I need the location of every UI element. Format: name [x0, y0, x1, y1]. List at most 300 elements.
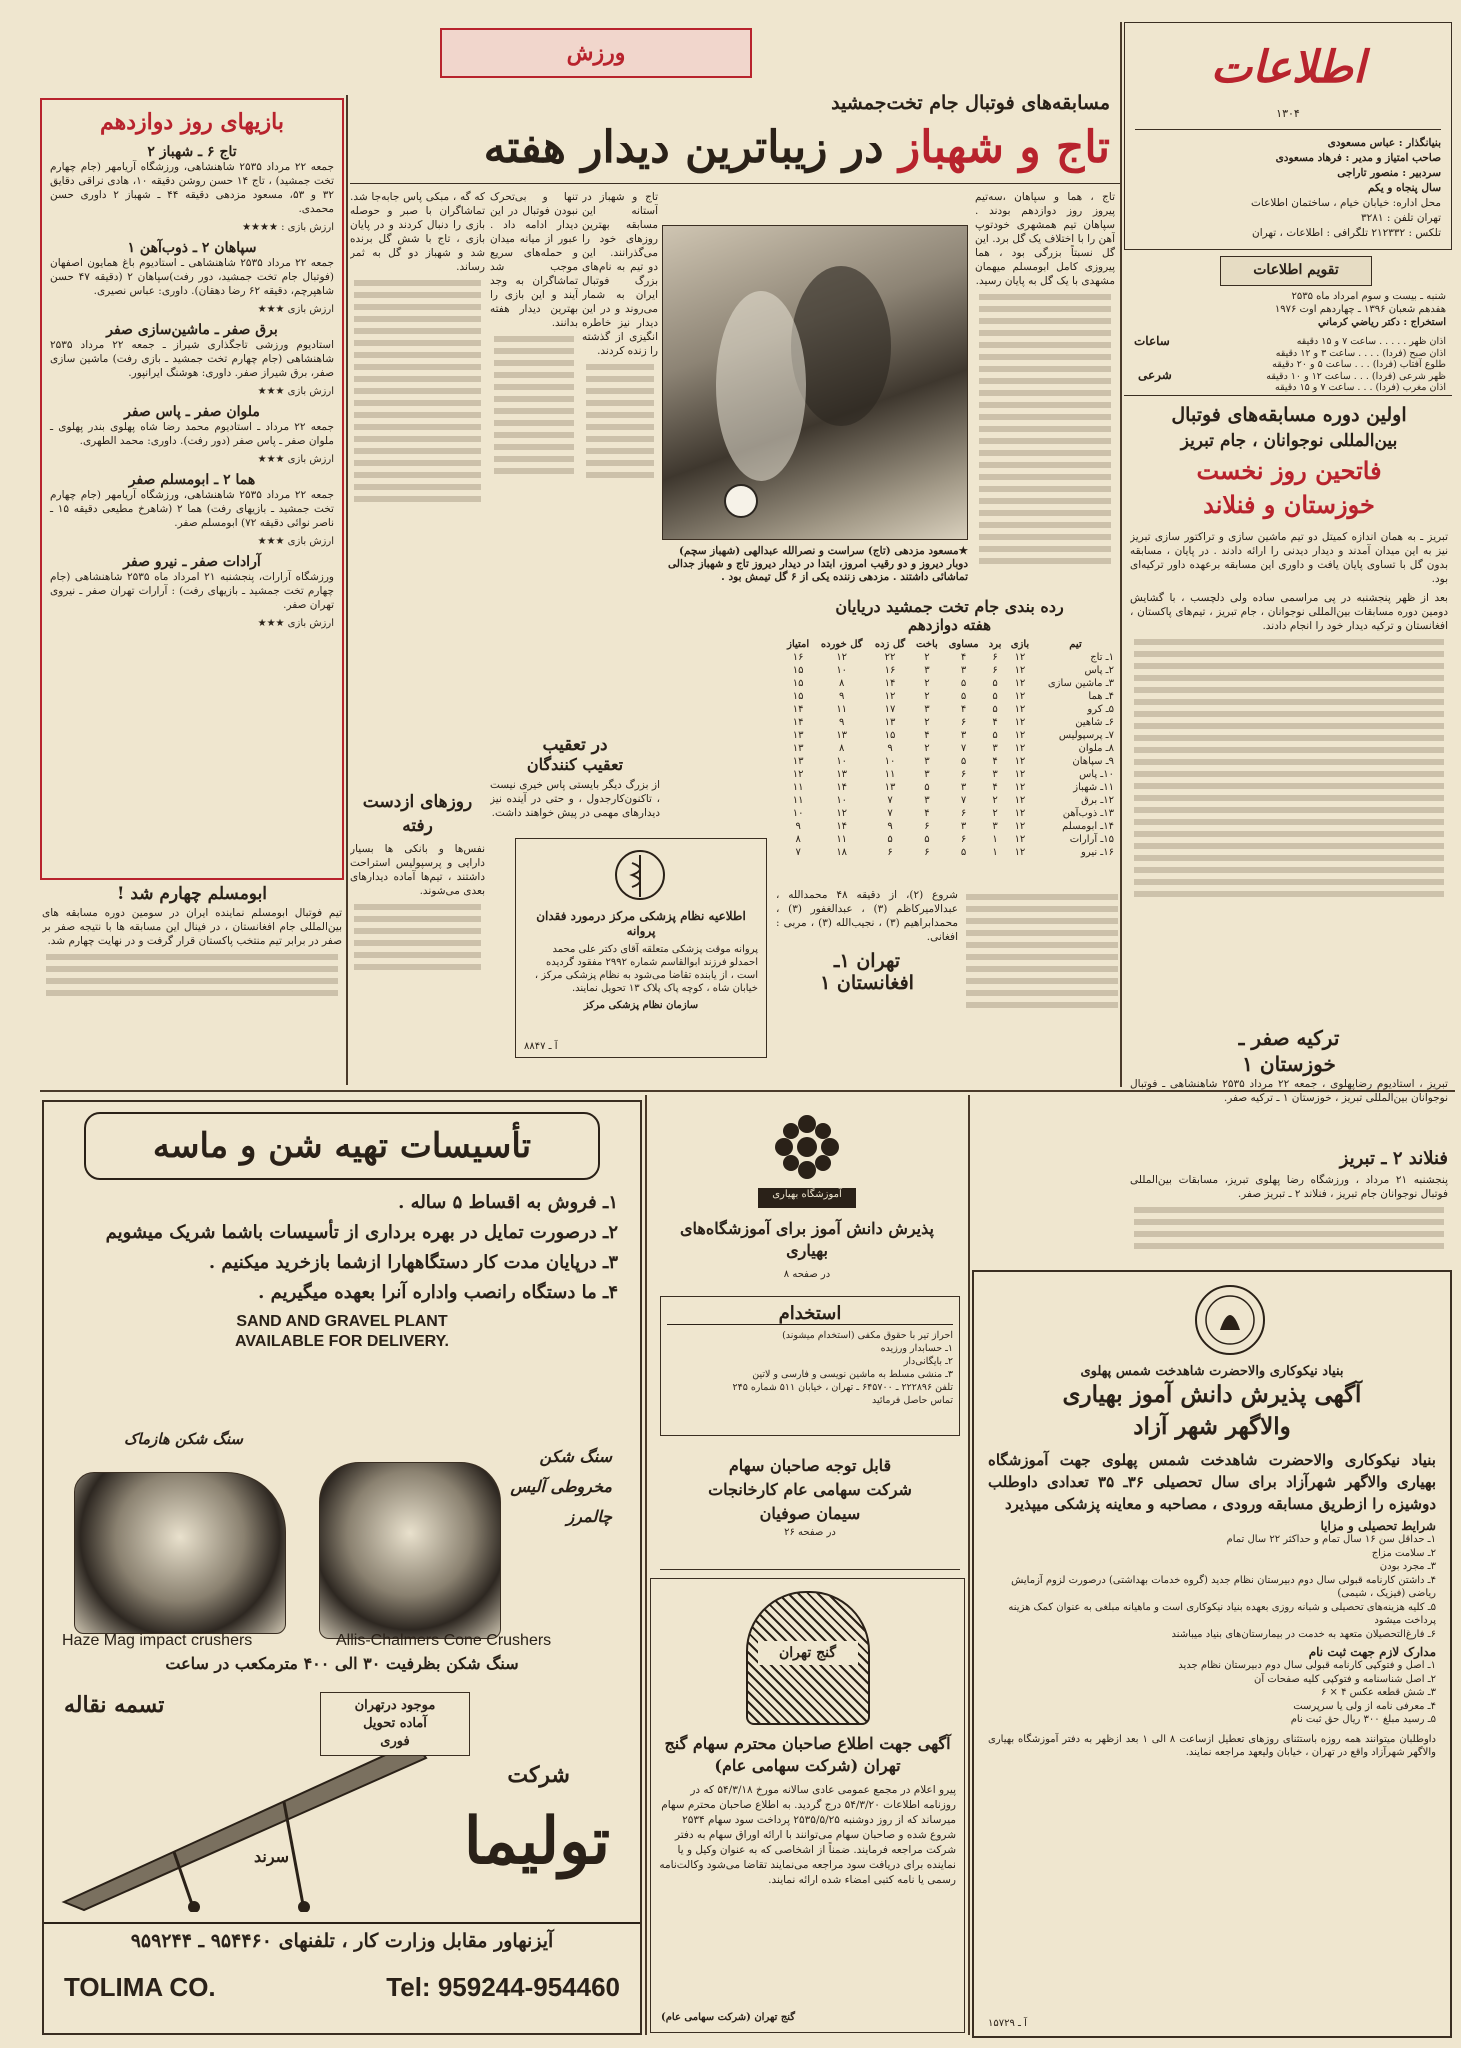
sand-ad-english [44, 1312, 640, 1352]
standings-cell: ۲ [924, 678, 930, 689]
nursing-ad-docs [988, 1659, 1436, 1727]
standings-cell: ۲ [992, 795, 998, 806]
main-headline-black: در زیباترین دیدار هفته [483, 122, 884, 173]
standings-cell: ۲ [992, 808, 998, 819]
main-headline-red: تاج و شهباز [898, 122, 1110, 173]
ganj-ad [650, 1578, 965, 2033]
college-logo-text: آموزشگاه بهیاری [758, 1188, 856, 1208]
company-label: شرکت [507, 1762, 570, 1788]
game-heading: هما ۲ ـ ابومسلم صفر [128, 472, 256, 488]
column-rule [968, 1095, 970, 2035]
stock-line: موجود درتهران [354, 1698, 436, 1713]
standings-row [782, 833, 1117, 846]
main-headline [484, 120, 1110, 176]
standings-cell: ۹ [887, 743, 893, 754]
english-company: TOLIMA CO. [64, 1972, 216, 2002]
standings-cell: ۱۶ [792, 652, 804, 663]
standings-cell: ۱۰ [836, 795, 848, 806]
medical-ad-code: آ ـ ۸۸۴۷ [524, 1041, 558, 1052]
job-ad-lines [667, 1329, 953, 1407]
calendar-date [1130, 290, 1446, 329]
standings-cell: ۱۰ [884, 756, 896, 767]
youth-text: تبریز ـ به همان اندازه کمیتل دو تیم ماشین سازی و تراکتور سازی تبریز نیز به این میدان آمدند و دیدار دیدنی را ارائه دادند . در پایان ، مسابقه بدون گل با تساوی پایان یافت و داوری این مسابقه برعهده داور ترکیه‌ای بود. [1130, 531, 1448, 585]
standings-cell: ۶ [960, 769, 967, 780]
standings-team: ۱۶ـ نیرو [1080, 847, 1114, 858]
standings-cell: ۱۴ [792, 704, 804, 715]
standings-cell: ۳ [960, 782, 967, 793]
hard-days-text: نفس‌ها و بانکی ها بسیار دارایی و پرسپولیس استراحت داشتند ، تیم‌ها آماده دیدارهای بعدی می‌شوند. [350, 843, 485, 897]
conveyor-label: تسمه نقاله [64, 1692, 165, 1718]
standings-row [782, 794, 1117, 807]
game-text: جمعه ۲۲ مرداد ۲۵۳۵ شاهنشاهی ـ استادیوم باغ همایون اصفهان (فوتبال جام تخت جمشید، دور رفت)سپاهان ۲ (دقیقه ۴۷ حسن شاهپرچم، دقیقه ۶۲ رضا دهقان). داوری: عباس نصیری. [50, 257, 335, 297]
calendar-title: تقویم اطلاعات [1220, 256, 1372, 286]
standings-cell: ۷ [887, 808, 893, 819]
standings-team: ۹ـ سپاهان [1072, 756, 1114, 767]
masthead-year: ۱۳۰۴ [1276, 107, 1300, 120]
main-paragraph: تنها و بی‌تحرک نبودن فوتبال در این دیدار ادامه داد . عبور از میانه میدان و حمله‌های سریع موجب شد تماشاگران به وجد آیند و این بازی را بهترین دیدار هفته بدانند. [490, 191, 578, 329]
sand-ad-address: آیزنهاور مقابل وزارت کار ، تلفنهای ۹۵۴۴۶۰ ـ ۹۵۹۲۴۴ [44, 1922, 640, 1952]
main-kicker: مسابقه‌های فوتبال جام تخت‌جمشید [831, 92, 1110, 114]
job-ad-title: استخدام [667, 1303, 953, 1325]
standings-cell: ۲ [924, 743, 930, 754]
standings-cell: ۳ [960, 665, 967, 676]
standings-cell: ۱۳ [792, 743, 804, 754]
game-text: استادیوم ورزشی تاجگذاری شیراز ـ جمعه ۲۲ مرداد ۲۵۳۵ شاهنشاهی (جام چهارم تخت جمشید ـ بازی رفت) ماشین سازی صفر، برق شیراز صفر. داوری: هوشنگ ایرانپور. [50, 339, 334, 379]
standings-row [782, 729, 1117, 742]
game-text: جمعه ۲۲ مرداد ۲۵۳۵ شاهنشاهی، ورزشگاه آریامهر (جام چهارم تخت جمشید ـ بازیهای رفت) هما ۲ (شاهرخ مطیعی دقیقه ۱۵ ـ ناصر نوائی دقیقه ۷۲) ابومسلم صفر. [50, 489, 334, 529]
screen-label: سرند [254, 1847, 290, 1866]
job-ad-line: تماس حاصل فرمائید [872, 1395, 953, 1406]
calendar-times [1206, 336, 1446, 394]
standings-cell: ۱۵ [792, 678, 804, 689]
standings-cell: ۱۱ [836, 704, 848, 715]
game-heading: آرادات صفر ـ نیرو صفر [123, 554, 261, 570]
ball-icon [725, 485, 757, 517]
standings-cell: ۴ [992, 756, 998, 767]
masthead-line: سردبیر : منصور تاراجی [1337, 167, 1441, 179]
standings-col: باخت [915, 639, 938, 650]
standings-cell: ۱۰ [792, 808, 804, 819]
standings-team: ۱۰ـ پاس [1079, 769, 1114, 780]
game-heading: تاج ۶ ـ شهباز ۲ [147, 144, 237, 160]
standings-cell: ۱۲ [1014, 782, 1026, 793]
standings-subtitle: هفته دوازدهم [907, 616, 992, 634]
standings-cell: ۱۵ [884, 730, 896, 741]
standings-cell: ۱۲ [1014, 834, 1026, 845]
sand-ad-english-footer [64, 1972, 620, 2003]
tehran-title: تهران ۱ـ [833, 950, 901, 972]
standings-row [782, 820, 1117, 833]
standings-cell: ۳ [992, 821, 998, 832]
college-ad [648, 1100, 966, 1310]
standings-cell: ۱۲ [1014, 678, 1026, 689]
calendar-time: اذان ظهر . . . . . ساعت ۷ و ۱۵ دقیقه [1296, 336, 1446, 347]
sand-ad-items [44, 1180, 640, 1308]
masthead-box [1124, 22, 1452, 250]
standings-cell: ۱۲ [836, 652, 848, 663]
standings-team: ۱ـ تاج [1090, 652, 1114, 663]
sand-ad-title: تأسیسات تهیه شن و ماسه [84, 1112, 600, 1180]
calendar-time: طلوع آفتاب (فردا) . . . ساعت ۵ و ۲۰ دقیقه [1272, 359, 1446, 370]
standings-cell: ۱۳ [792, 756, 804, 767]
game-report [50, 472, 334, 548]
main-paragraph: که گه ، مبکی پاس جابه‌جا شد. تماشاگران با صبر و حوصله بازی را دنبال کردند و در پایان بازی ، تاج با شش گل برنده شد و شهباز دو گل به ثمر رساند. [350, 191, 485, 273]
medical-ad [515, 838, 767, 1058]
standings-col: بازی [1010, 639, 1030, 650]
sand-ad-item: ۲ـ درصورت تمایل در بهره برداری از تأسیسات باشما شریک میشویم [105, 1222, 618, 1243]
nursing-ad-org: بنیاد نیکوکاری والاحضرت شاهدخت شمس پهلوی [1080, 1364, 1344, 1379]
calendar-time: اذان مغرب (فردا) . . . ساعت ۷ و ۱۵ دقیقه [1275, 382, 1446, 393]
nursing-doc: ۳ـ شش قطعه عکس ۴ × ۶ [1320, 1687, 1436, 1698]
standings-cell: ۱۱ [836, 834, 848, 845]
youth-title-2: بین‌المللی نوجوانان ، جام تبریز [1180, 431, 1398, 451]
main-filler [582, 364, 658, 478]
calendar-date-line: هفدهم شعبان ۱۳۹۶ ـ چهاردهم اوت ۱۹۷۶ [1274, 304, 1446, 315]
masthead-logo [1135, 29, 1441, 130]
standings-cell: ۳ [992, 769, 998, 780]
standings-cell: ۶ [924, 847, 930, 858]
turkey-story [1130, 1025, 1448, 1145]
standings-cell: ۱۴ [792, 717, 804, 728]
ganj-ad-title: آگهی جهت اطلاع صاحبان محترم سهام گنج تهران (شرکت سهامی عام) [664, 1734, 951, 1775]
main-filler [490, 336, 578, 474]
column-rule [346, 95, 348, 1085]
abu-title: ابومسلم چهارم شد ! [116, 884, 268, 904]
standings-cell: ۱۲ [1014, 743, 1026, 754]
section-tab-label: ورزش [566, 40, 626, 66]
standings-cell: ۱۲ [1014, 756, 1026, 767]
standings-cell: ۱۵ [792, 691, 804, 702]
sand-ad-english-2: AVAILABLE FOR DELIVERY. [235, 1333, 449, 1350]
masthead-info [1135, 136, 1441, 241]
standings-cell: ۶ [960, 834, 967, 845]
game-stars: ارزش بازی : ★★★★ [242, 222, 334, 233]
standings-cell: ۲ [924, 652, 930, 663]
main-col-3 [490, 190, 578, 590]
standings-cell: ۱۸ [836, 847, 848, 858]
standings-cell: ۷ [887, 795, 893, 806]
nursing-condition: ۲ـ سلامت مزاج [1371, 1547, 1436, 1559]
standings-cell: ۶ [992, 665, 998, 676]
column-rule [645, 1095, 647, 2035]
cement-line: قابل توجه صاحبان سهام [728, 1456, 892, 1475]
job-ad-line: ۲ـ بایگانی‌دار [903, 1356, 953, 1367]
sand-ad-item: ۱ـ فروش به اقساط ۵ ساله . [398, 1192, 618, 1213]
calendar-label-religious: شرعی [1138, 368, 1172, 382]
standings-team: ۴ـ هما [1088, 691, 1114, 702]
ganj-ad-body: پیرو اعلام در مجمع عمومی عادی سالانه مورخ ۵۴/۳/۱۸ که در روزنامه اطلاعات ۵۴/۳/۲۰ درج گردید. به اطلاع صاحبان محترم سهام میرساند که از روز دوشنبه ۲۵۳۵/۵/۲۵ پرداخت سود سهام ۲۵۳۴ شروع شده و صاحبان سهام می‌توانند با ارائه اوراق سهام به دفتر شرکت مراجعه فرمایند. ضمناً از اشخاصی که به عنوان وکیل و یا نماینده برای دریافت سود مراجعه می‌نمایند تقاضا می‌شود وکالت‌نامه رسمی یا نامه کتبی امضاء شده ارائه نمایند. [659, 1784, 956, 1886]
standings-cell: ۴ [960, 652, 967, 663]
standings-cell: ۱۳ [884, 782, 896, 793]
standings-cell: ۱۳ [884, 717, 896, 728]
standings-cell: ۵ [992, 691, 998, 702]
standings-cell: ۵ [992, 678, 998, 689]
game-report [50, 144, 334, 234]
abu-text: تیم فوتبال ابومسلم نماینده ایران در سومین دوره مسابقه های بین‌المللی جام افغانستان ، در فینال این مسابقه ها با نتیجه صفر بر صفر در برابر تیم منتخب پاکستان قرار گرفت و در نهایت چهارم شد. [42, 907, 342, 947]
standings-team: ۱۳ـ ذوب‌آهن [1062, 808, 1114, 819]
job-ad-line: تلفن ۲۲۲۸۹۶ ـ ۶۴۵۷۰۰ ـ تهران ، خیابان ۵۱۱ شماره ۲۴۵ [732, 1382, 953, 1393]
caption-cone: Allis-Chalmers Cone Crushers [336, 1632, 552, 1649]
standings-cell: ۶ [887, 847, 893, 858]
nursing-ad-intro: بنیاد نیکوکاری والاحضرت شاهدخت شمس پهلوی جهت آموزشگاه بهیاری والاگهر شهرآزاد برای سال تحصیلی ۳۶ـ ۳۵ تعدادی داوطلب دوشیزه را ازطریق مسابقه ورودی ، مصاحبه و معاینه پزشکی میپذیرد [988, 1451, 1436, 1513]
standings-cell: ۱۷ [884, 704, 896, 715]
game-stars: ارزش بازی ★★★ [257, 386, 334, 397]
cement-ad [660, 1440, 960, 1570]
calendar-time: ظهر شرعی (فردا) . . . ساعت ۱۲ و ۱۰ دقیقه [1266, 370, 1446, 382]
ganj-logo [746, 1591, 870, 1725]
youth-text-filler [1130, 639, 1448, 897]
abu-story [42, 882, 342, 1082]
sand-ad-item: ۴ـ ما دستگاه رانصب واداره آنرا بعهده میگیریم . [258, 1282, 618, 1303]
standings-cell: ۱۲ [1014, 652, 1026, 663]
standings-cell: ۳ [924, 756, 930, 767]
pursuers-sub: تعقیب کنندگان [526, 755, 624, 774]
standings-team: ۶ـ شاهین [1075, 717, 1114, 728]
standings-cell: ۶ [924, 821, 930, 832]
standings-cell: ۶ [960, 808, 967, 819]
photo-caption: ★مسعود مزدهی (تاج) سراست و نصرالله عبدالهی (شهباز سچم) دوبار دیروز و دو رقیب امروز، ابتدا در دیدار دیروز تاج و شهباز جدالی تماشائی داشتند . مزدهی زننده یکی از ۶ گل تیمش بود . [668, 545, 968, 583]
standings-cell: ۳ [924, 795, 930, 806]
standings-table [782, 638, 1117, 859]
standings-title: رده بندی جام تخت جمشید دریایان [835, 597, 1064, 616]
nursing-ad-docs-title: مدارک لازم جهت ثبت نام [1308, 1645, 1436, 1659]
finland-text: پنجشنبه ۲۱ مرداد ، ورزشگاه رضا پهلوی تبریز، مسابقات بین‌المللی فوتبال نوجوانان جام تبریز ، فنلاند ۲ ـ تبریز صفر. [1130, 1174, 1448, 1200]
nursing-condition: ۶ـ فارغ‌التحصیلان متعهد به خدمت در بیمارستان‌های بنیاد میباشند [1171, 1628, 1436, 1640]
main-paragraph: تاج ، هما و سپاهان ،سه‌تیم پیروز روز دوازدهم بودند . سپاهان تیم همشهری خودتوپ آهن را با اختلاف یک گل برد. این گل نسبتاً بزرگی بود ، هما پیروزی کامل ابومسلم میهمان مشهدی با یک گل به پایان رسید. [975, 191, 1115, 287]
standings-cell: ۱ [992, 834, 998, 845]
calendar-box [1124, 256, 1452, 396]
game-report [50, 322, 334, 398]
job-ad-line: احراز تیر با حقوق مکفی (استخدام میشوند) [782, 1330, 953, 1341]
main-col-2 [582, 190, 658, 550]
standings-cell: ۱۲ [1014, 808, 1026, 819]
turkey-title: ترکیه صفر ـ [1238, 1026, 1340, 1050]
standings-row [782, 742, 1117, 755]
standings-cell: ۱۵ [792, 665, 804, 676]
college-ad-ref: در صفحه ۸ [783, 1269, 831, 1280]
standings-team: ۸ـ ملوان [1078, 743, 1114, 754]
game-report [50, 554, 334, 630]
calendar-time: اذان صبح (فردا) . . . . ساعت ۳ و ۱۲ دقیقه [1275, 347, 1446, 359]
nursing-ad-code: آ ـ ۱۵۷۲۹ [988, 2018, 1027, 2029]
section-tab [440, 28, 752, 78]
standings-col: تیم [1069, 639, 1082, 650]
standings-col: گل خورده [820, 639, 863, 650]
pursuers-title: در تعقیب [542, 735, 608, 755]
standings-cell: ۹ [839, 691, 845, 702]
standings-cell: ۱۲ [1014, 730, 1026, 741]
standings-cell: ۹ [839, 717, 845, 728]
medical-ad-title: اطلاعیه نظام پزشکی مرکز درمورد فقدان پروانه [536, 909, 746, 938]
flower-logo-icon [768, 1108, 846, 1186]
standings-team: ۲ـ پاس [1084, 665, 1114, 676]
impact-crusher-image [74, 1472, 286, 1634]
standings-team: ۷ـ پرسپولیس [1058, 730, 1114, 741]
game-heading: ملوان صفر ـ پاس صفر [124, 404, 260, 420]
standings-cell: ۴ [924, 730, 930, 741]
standings-cell: ۱۴ [836, 782, 848, 793]
youth-title-red-2: خوزستان و فنلاند [1203, 490, 1375, 519]
standings-row [782, 703, 1117, 716]
nursing-condition: ۳ـ مجرد بودن [1379, 1561, 1436, 1572]
standings-cell: ۱۲ [1014, 821, 1026, 832]
youth-title-red-1: فاتحین روز نخست [1196, 456, 1382, 485]
standings-cell: ۱۲ [1014, 847, 1026, 858]
ganj-logo-text: گنج تهران [758, 1641, 858, 1665]
calendar-label-hours: ساعات [1134, 334, 1170, 348]
tehran-story [776, 888, 958, 1088]
medical-ad-footer: سازمان نظام پزشکی مرکز [583, 1000, 699, 1011]
standings-cell: ۱۴ [884, 678, 896, 689]
standings-cell: ۶ [992, 652, 998, 663]
english-tel: Tel: 959244-954460 [386, 1972, 620, 2002]
brand-left: سنگ شکن هازماک [124, 1430, 243, 1448]
youth-story [1130, 402, 1448, 1022]
game-heading: سپاهان ۲ ـ ذوب‌آهن ۱ [127, 240, 257, 256]
standings-row [782, 807, 1117, 820]
standings-cell: ۱۲ [1014, 717, 1026, 728]
cement-ad-ref: در صفحه ۲۶ [784, 1527, 836, 1538]
masthead-line: بنیانگذار : عباس مسعودی [1327, 137, 1441, 149]
standings-cell: ۵ [992, 730, 998, 741]
cement-line: سیمان صوفیان [759, 1504, 861, 1523]
nursing-ad-title-2: والاگهر شهر آزاد [1133, 1413, 1291, 1440]
hard-days-story [350, 790, 485, 1040]
standings-cell: ۵ [924, 782, 930, 793]
masthead-line: تلکس : ۲۱۲۳۳۲ تلگرافی : اطلاعات ، تهران [1251, 227, 1441, 239]
standings-cell: ۱۲ [1014, 795, 1026, 806]
standings-cell: ۲ [924, 691, 930, 702]
game-heading: برق صفر ـ ماشین‌سازی صفر [106, 322, 278, 338]
football-photo-art [662, 226, 967, 540]
games-list [50, 144, 334, 630]
standings-row [782, 677, 1117, 690]
sand-ad-capacity: سنگ شکن بظرفیت ۳۰ الی ۴۰۰ مترمکعب در ساعت [165, 1654, 519, 1673]
nursing-condition: ۱ـ حداقل سن ۱۶ سال تمام و حداکثر ۲۲ سال تمام [1226, 1534, 1436, 1545]
sand-ad-item: ۳ـ درپایان مدت کار دستگاههارا ازشما بازخرید میکنیم . [208, 1252, 618, 1273]
nursing-doc: ۵ـ رسید مبلغ ۳۰۰ ریال حق ثبت نام [1290, 1714, 1436, 1725]
nursing-ad-title-1: آگهی پذیرش دانش آموز بهیاری [1062, 1381, 1362, 1408]
calendar-sub: استخراج : دکتر رياضي كرماني [1317, 317, 1446, 328]
standings-cell: ۸ [839, 743, 845, 754]
standings-cell: ۳ [960, 730, 967, 741]
company-name: تولیما [463, 1804, 610, 1879]
standings-cell: ۵ [960, 691, 967, 702]
standings-cell: ۵ [960, 847, 967, 858]
standings-cell: ۱۲ [884, 691, 896, 702]
standings-cell: ۹ [887, 821, 893, 832]
standings-cell: ۱۱ [792, 795, 804, 806]
standings-cell: ۵ [992, 704, 998, 715]
standings-cell: ۳ [924, 704, 930, 715]
standings-cell: ۱۳ [792, 730, 804, 741]
nursing-condition: ۵ـ کلیه هزینه‌های تحصیلی و شبانه روزی بعهده بنیاد نیکوکاری است و ماهیانه مبلغی به عنوان کمک هزینه پرداخت میشود [1008, 1601, 1436, 1626]
standings-cell: ۱۱ [792, 782, 804, 793]
sand-ad [42, 1100, 642, 2035]
caption-impact: Haze Mag impact crushers [62, 1632, 253, 1649]
game-stars: ارزش بازی ★★★ [257, 618, 334, 629]
standings-cell: ۸ [839, 678, 845, 689]
standings-col: گل زده [874, 639, 906, 650]
standings-body [782, 651, 1117, 859]
masthead-line: سال پنجاه و یکم [1368, 182, 1441, 194]
standings-box [782, 597, 1117, 882]
game-text: جمعه ۲۲ مرداد ۲۵۳۵ شاهنشاهی، ورزشگاه آریامهر (جام چهارم تخت جمشید) ، تاج ۱۴ حسن روشن دقیقه ۱۰، هادی نراقی دقایق ۳۲ و ۵۳، مسعود مزدهی دقیقه ۴۴ ـ شهباز ۲ داوری حسن محمدی. [50, 161, 334, 215]
standings-cell: ۱ [992, 847, 998, 858]
nursing-ad-footer: داوطلبان میتوانند همه روزه باستثنای روزهای تعطیل ازساعت ۸ الی ۱ بعد ازظهر به دفتر آموزشگاه بهیاری والاگهر شهرآزاد واقع در تهران ، خیابان ولیعهد مراجعه نمایند. [988, 1733, 1436, 1758]
standings-cell: ۴ [992, 717, 998, 728]
hard-days-filler [350, 904, 485, 970]
game-text: جمعه ۲۲ مرداد ـ استادیوم محمد رضا شاه پهلوی بندر پهلوی ـ ملوان صفر ـ پاس صفر (دور رفت). داوری: محمد الطهری. [50, 421, 334, 447]
game-text: ورزشگاه آرارات، پنجشنبه ۲۱ امرداد ماه ۲۵۳۵ شاهنشاهی (جام چهارم تخت جمشید ـ بازیهای رفت) : آرارات تهران صفر ـ نیروی تهران صفر. [50, 571, 334, 611]
standings-row [782, 690, 1117, 703]
turkey-text: تبریز ، استادیوم رضاپهلوی ، جمعه ۲۲ مرداد ۲۵۳۵ شاهنشاهی ـ فوتبال نوجوانان بین‌المللی تبریز ، خوزستان ۱ ـ ترکیه صفر. [1130, 1078, 1448, 1104]
standings-cell: ۵ [960, 678, 967, 689]
standings-cell: ۳ [960, 821, 967, 832]
standings-col: برد [988, 639, 1002, 650]
game-report [50, 404, 334, 466]
youth-title-1: اولین دوره مسابقه‌های فوتبال [1171, 404, 1407, 426]
game-report [50, 240, 334, 316]
standings-cell: ۱۱ [884, 769, 896, 780]
standings-header [782, 638, 1117, 651]
standings-team: ۳ـ ماشین سازی [1047, 678, 1114, 689]
pursuers-text: از بزرگ دیگر بایستی پاس خیری نیست ، تاکنون‌کارجدول ، و حتی در آینده نیز دیدارهای مهمی در پیش خواهند داشت. [490, 779, 660, 819]
standings-cell: ۱۴ [836, 821, 848, 832]
standings-cell: ۷ [960, 743, 967, 754]
stock-badge [320, 1692, 470, 1756]
standings-cell: ۲ [924, 717, 930, 728]
standings-cell: ۳ [924, 769, 930, 780]
youth-text-2: بعد از ظهر پنجشنبه در پی مراسمی ساده ولی دلچسب ، با گشایش دومین دوره مسابقات بین‌المللی نوجوانان ، جام تبریز ، تیم‌های پاکستان ، افغانستان و ترکیه دیدار خود را انجام دادند. [1130, 592, 1448, 632]
main-headline-area [350, 92, 1120, 184]
standings-cell: ۵ [924, 834, 930, 845]
standings-team: ۱۱ـ شهباز [1073, 782, 1114, 793]
nursing-ad [972, 1270, 1452, 2038]
standings-row [782, 846, 1117, 859]
standings-cell: ۱۰ [836, 665, 848, 676]
lineup-filler [962, 888, 1122, 1028]
job-ad-line: ۳ـ منشی مسلط به ماشین نویسی و فارسی و لاتین [752, 1369, 953, 1380]
main-filler [350, 280, 485, 502]
standings-cell: ۱۰ [836, 756, 848, 767]
main-paragraph: تاج و شهباز در آستانه این مسابقه بهترین روزهای خود را می‌گذرانند. این دو تیم به نام‌های بزرگ فوتبال ایران به شمار می‌روند و در این دیدار نیز خاطره انگیزی از گذشته را زنده کردند. [582, 191, 658, 357]
job-ad [660, 1296, 960, 1436]
brand-right: سنگ شکن مخروطی آلیس چالمرز [510, 1447, 612, 1526]
standings-cell: ۱۲ [1014, 704, 1026, 715]
standings-row [782, 755, 1117, 768]
stock-line: فوری [380, 1734, 410, 1749]
standings-cell: ۱۲ [836, 808, 848, 819]
standings-cell: ۱۲ [1014, 691, 1026, 702]
tehran-text: شروع (۲)، از دقیقه ۴۸ محمدالله ، عبدالامیرکاظم (۳) ، عبدالغفور (۳) ، محمدابراهیم (۳) ، نجیب‌الله (۳) ، مربی : افغانی. [776, 889, 958, 943]
standings-cell: ۲۲ [884, 652, 896, 663]
standings-team: ۵ـ کرو [1087, 704, 1114, 715]
finland-filler [1130, 1207, 1448, 1249]
standings-row [782, 664, 1117, 677]
nursing-doc: ۱ـ اصل و فتوکپی کارنامه قبولی سال دوم دبیرستان نظام جدید [1178, 1660, 1436, 1671]
standings-cell: ۴ [992, 782, 998, 793]
divider [40, 1090, 1455, 1092]
standings-cell: ۱۲ [792, 769, 804, 780]
standings-row [782, 781, 1117, 794]
masthead-line: تهران تلفن : ۳۲۸۱ [1361, 212, 1441, 224]
main-filler [975, 294, 1115, 564]
game-stars: ارزش بازی ★★★ [257, 454, 334, 465]
standings-cell: ۵ [887, 834, 893, 845]
standings-cell: ۶ [960, 717, 967, 728]
standings-cell: ۹ [795, 821, 801, 832]
